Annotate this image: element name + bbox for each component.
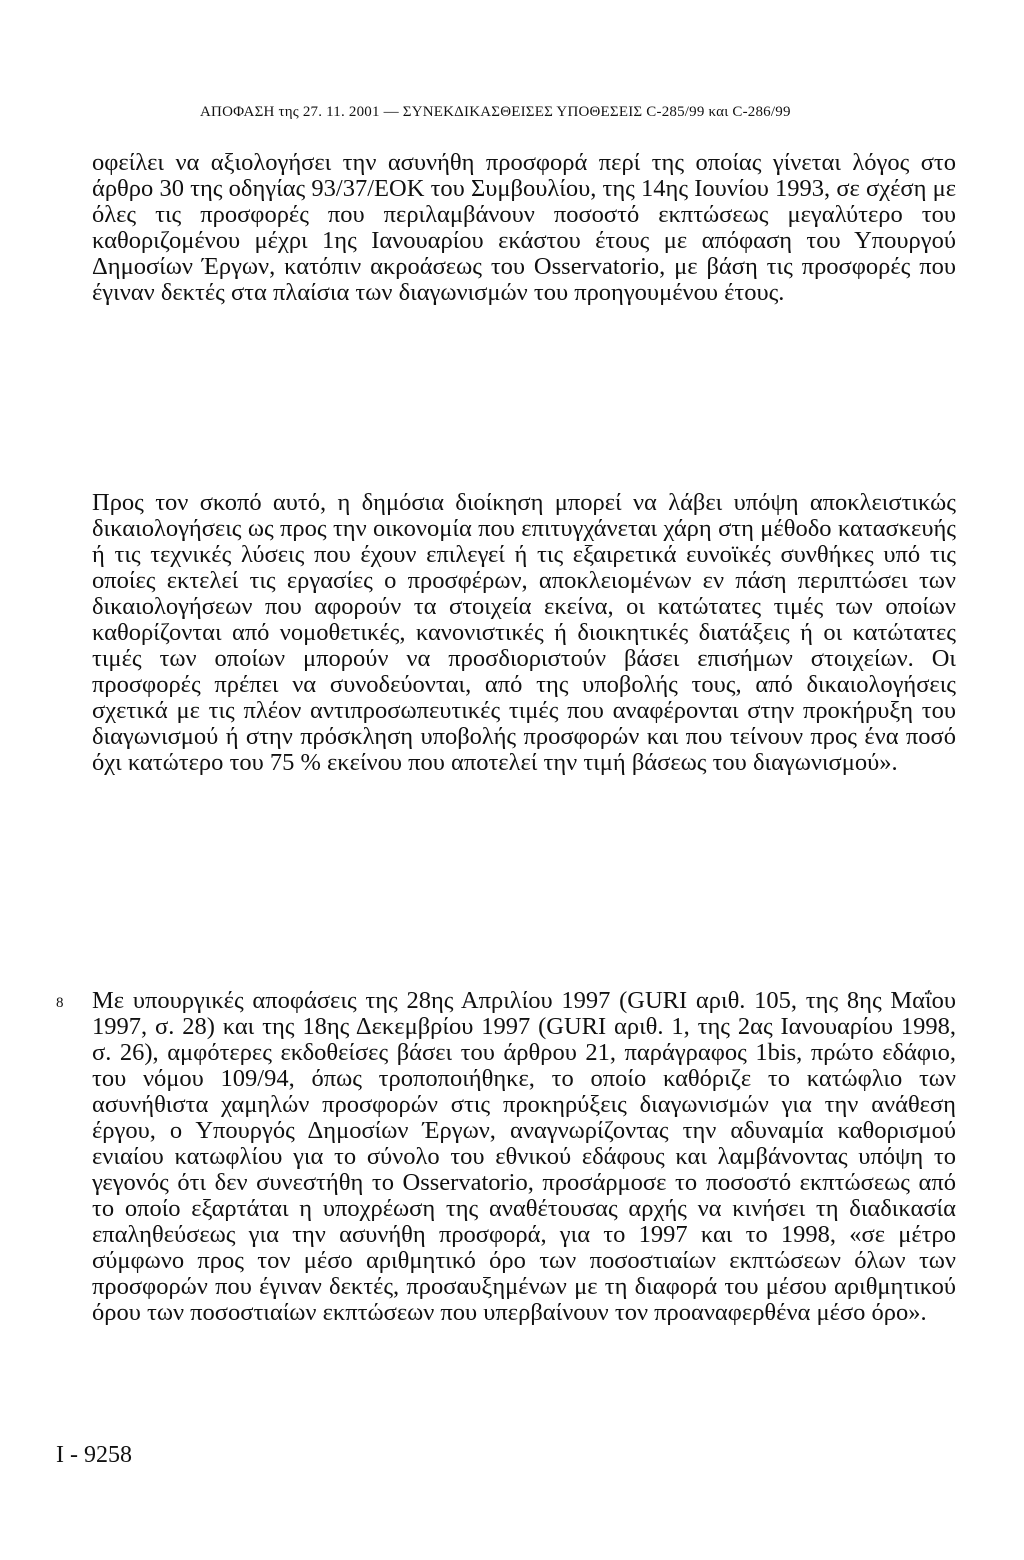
- running-header: ΑΠΟΦΑΣΗ της 27. 11. 2001 — ΣΥΝΕΚΔΙΚΑΣΘΕΙΣΕΣ ΥΠΟΘΕΣΕΙΣ C-285/99 και C-286/99: [200, 104, 791, 120]
- body-paragraph: Προς τον σκοπό αυτό, η δημόσια διοίκηση μπορεί να λάβει υπόψη αποκλειστικώς δικαιολογήσεις ως προς την οικονομία που επιτυγχάνεται χάρη στη μέθοδο κατασκευής ή τις τεχνικές λύσεις που έχουν επιλεγεί ή τις εξαιρετικά ευνοϊκές συνθήκες υπό τις οποίες εκτελεί τις εργασίες ο προσφέρων, αποκλειομένων εν πάση περιπτώσει των δικαιολογήσεων που αφορούν τα στοιχεία εκείνα, οι κατώτατες τιμές των οποίων καθορίζονται από νομοθετικές, κανονιστικές ή διοικητικές διατάξεις ή οι κατώτατες τιμές των οποίων μπορούν να προσδιοριστούν βάσει επισήμων στοιχείων. Οι προσφορές πρέπει να συνοδεύονται, από της υποβολής τους, από δικαιολογήσεις σχετικά με τις πλέον αντιπροσωπευτικές τιμές που αναφέρονται στην προκήρυξη του διαγωνισμού ή στην πρόσκληση υποβολής προσφορών και που τείνουν προς ένα ποσό όχι κατώτερο του 75 % εκείνου που αποτελεί την τιμή βάσεως του διαγωνισμού».: [92, 489, 956, 776]
- page-number: I - 9258: [56, 1442, 132, 1468]
- footnote-text: Με υπουργικές αποφάσεις της 28ης Απριλίου 1997 (GURI αριθ. 105, της 8ης Μαΐου 1997, σ. 28) και της 18ης Δεκεμβρίου 1997 (GURI αριθ. 1, της 2ας Ιανουαρίου 1998, σ. 26), αμφότερες εκδοθείσες βάσει του άρθρου 21, παράγραφος 1bis, πρώτο εδάφιο, του νόμου 109/94, όπως τροποποιήθηκε, το οποίο καθόριζε το κατώφλιο των ασυνήθιστα χαμηλών προσφορών στις προκηρύξεις διαγωνισμών για την ανάθεση έργου, ο Υπουργός Δημοσίων Έργων, αναγνωρίζοντας την αδυναμία καθορισμού ενιαίου κατωφλίου για το σύνολο του εθνικού εδάφους και λαμβάνοντας υπόψη το γεγονός ότι δεν συνεστήθη το Osservatorio, προσάρμοσε το ποσοστό εκπτώσεως από το οποίο εξαρτάται η υποχρέωση της αναθέτουσας αρχής να κινήσει τη διαδικασία επαληθεύσεως για την ασυνήθη προσφορά, για το 1997 και το 1998, «σε μέτρο σύμφωνο προς τον μέσο αριθμητικό όρο των ποσοστιαίων εκπτώσεων όλων των προσφορών που έγιναν δεκτές, προσαυξημένων με τη διαφορά του μέσου αριθμητικού όρου των ποσοστιαίων εκπτώσεων που υπερβαίνουν τον προαναφερθένα μέσο όρο».: [92, 987, 956, 1326]
- footnote-number: 8: [56, 995, 64, 1011]
- body-paragraph-continued: οφείλει να αξιολογήσει την ασυνήθη προσφορά περί της οποίας γίνεται λόγος στο άρθρο 30 της οδηγίας 93/37/ΕΟΚ του Συμβουλίου, της 14ης Ιουνίου 1993, σε σχέση με όλες τις προσφορές που περιλαμβάνουν ποσοστό εκπτώσεως μεγαλύτερο του καθοριζομένου μέχρι 1ης Ιανουαρίου εκάστου έτους με απόφαση του Υπουργού Δημοσίων Έργων, κατόπιν ακροάσεως του Osservatorio, με βάση τις προσφορές που έγιναν δεκτές στα πλαίσια των διαγωνισμών του προηγουμένου έτους.: [92, 149, 956, 306]
